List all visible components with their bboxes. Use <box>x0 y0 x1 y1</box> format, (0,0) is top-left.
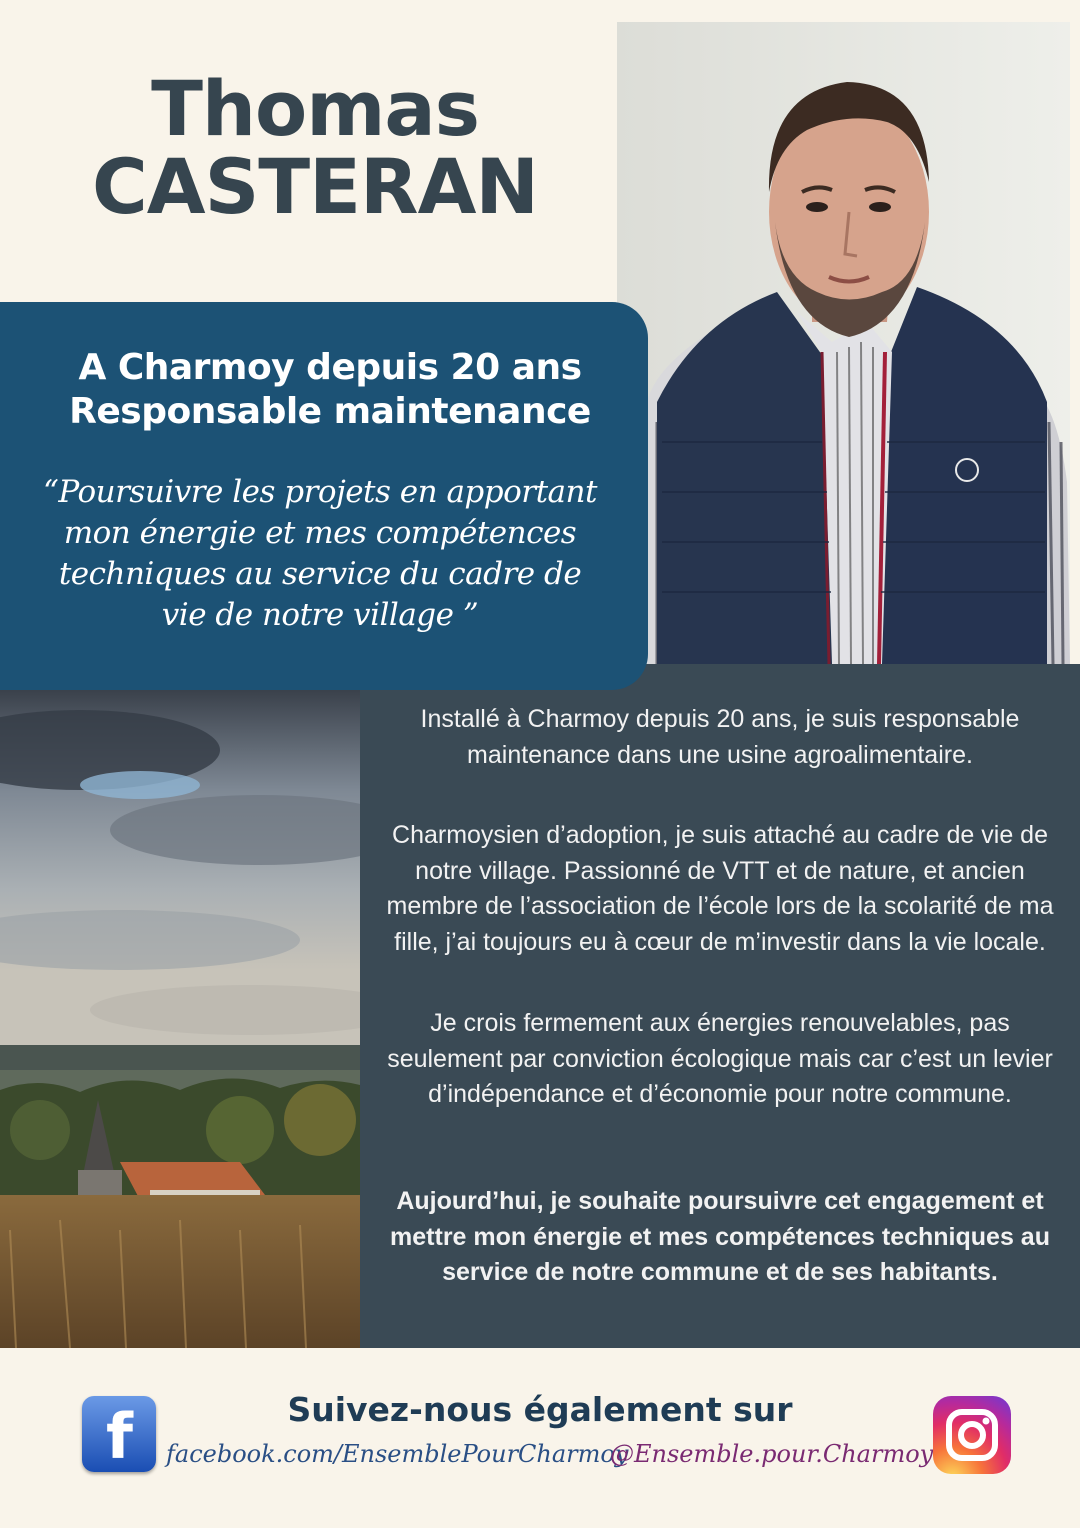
facebook-icon[interactable]: f <box>82 1396 156 1472</box>
biography-panel <box>360 664 1080 1348</box>
bio-paragraph-1: Installé à Charmoy depuis 20 ans, je suis responsable maintenance dans une usine agroalimentaire. <box>420 705 1020 769</box>
candidate-quote: “Poursuivre les projets en apportant mon énergie et mes compétences techniques au service du cadre de vie de notre village ” <box>43 474 597 633</box>
facebook-link[interactable]: facebook.com/EnsemblePourCharmoy <box>166 1440 629 1468</box>
candidate-name <box>40 64 590 231</box>
card-line-1: A Charmoy depuis 20 ans <box>78 347 582 388</box>
portrait-photo <box>617 22 1070 664</box>
first-name: Thomas <box>151 64 479 153</box>
follow-us-title: Suivez-nous également sur <box>287 1390 793 1429</box>
village-landscape-photo <box>0 690 360 1348</box>
card-line-2: Responsable maintenance <box>69 391 591 432</box>
portrait-illustration <box>617 22 1070 664</box>
last-name: CASTERAN <box>91 142 539 231</box>
landscape-illustration <box>0 690 360 1348</box>
bio-paragraph-4: Aujourd’hui, je souhaite poursuivre cet engagement et mettre mon énergie et mes compétences techniques au service de notre commune et de ses habitants. <box>390 1187 1050 1286</box>
bio-paragraph-3: Je crois fermement aux énergies renouvelables, pas seulement par conviction écologique mais car c’est un levier d’indépendance et d’économie pour notre commune. <box>387 1009 1053 1108</box>
instagram-link[interactable]: @Ensemble.pour.Charmoy <box>610 1440 934 1468</box>
bio-paragraph-2: Charmoysien d’adoption, je suis attaché au cadre de vie de notre village. Passionné de VTT et de nature, et ancien membre de l’association de l’école lors de la scolarité de ma fille, j’ai toujours eu à cœur de m’investir dans la vie locale. <box>386 821 1054 956</box>
profile-card <box>0 302 648 690</box>
instagram-glyph <box>933 1396 1011 1474</box>
instagram-icon[interactable] <box>933 1396 1011 1474</box>
